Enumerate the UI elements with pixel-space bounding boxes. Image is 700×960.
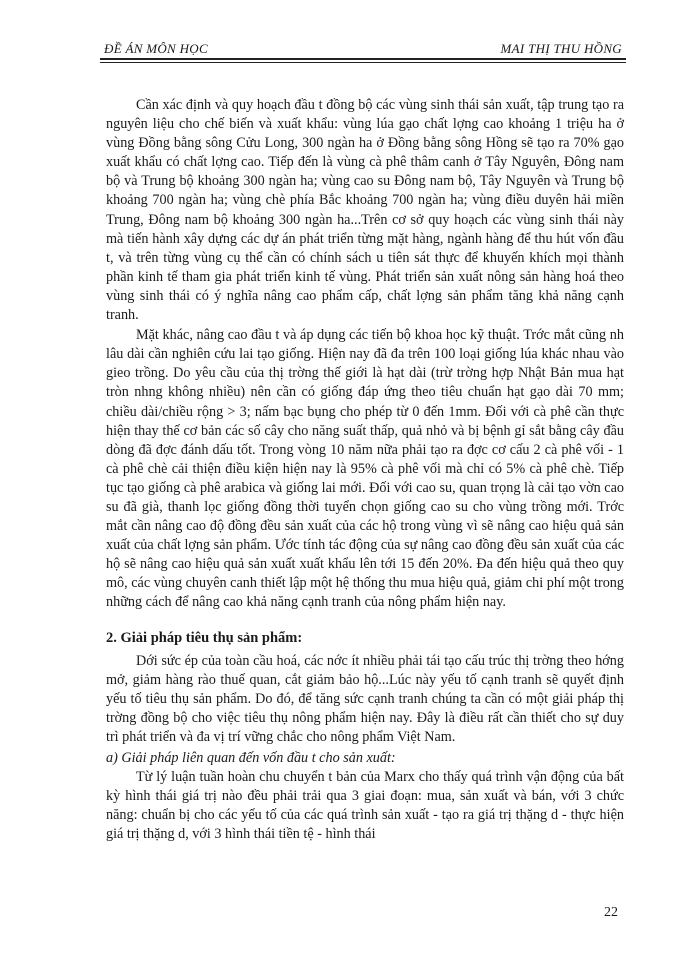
header-rule-thick <box>100 58 626 60</box>
page-header <box>98 41 628 57</box>
paragraph-capital-circulation: Từ lý luận tuần hoàn chu chuyển t bản của Marx cho thấy quá trình vận động của bất kỳ hình thái giá trị nào đều phải trải qua 3 giai đoạn: mua, sản xuất và bán, với 3 chức năng: chuẩn bị cho các yếu tố của các quá trình sản xuất - tạo ra giá trị thặng d - thực hiện giá trị thặng d, với 3 hình thái tiền tệ - hình thái <box>106 769 624 843</box>
paragraph-market-solutions: Dới sức ép của toàn cầu hoá, các nớc ít nhiều phải tái tạo cấu trúc thị trờng theo hớng mở, giảm hàng rào thuế quan, cắt giảm bảo hộ...Lúc này yếu tố cạnh tranh sẽ quyết định yếu tố tiêu thụ sản phẩm. Do đó, để tăng sức cạnh tranh chúng ta cần có một giải pháp thị trờng đồng bộ cho việc tiêu thụ nông phẩm hiện nay. Đây là điều rất cần thiết cho sự duy trì phát triển và đa vị trí vững chắc cho nông phẩm Việt Nam. <box>106 652 624 745</box>
subsection-heading-capital: a) Giải pháp liên quan đến vốn đầu t cho sản xuất: <box>106 750 396 767</box>
header-course-title: ĐỀ ÁN MÔN HỌC <box>104 41 208 56</box>
header-rule-thin <box>100 62 626 63</box>
paragraph-ecological-zones: Cần xác định và quy hoạch đầu t đồng bộ các vùng sinh thái sản xuất, tập trung tạo ra nguyên liệu cho chế biến và xuất khẩu: vùng lúa gạo chất lợng cao khoảng 1 triệu ha ở vùng Đồng bằng sông Cửu Long, 300 ngàn ha ở Đồng bằng sông Hồng sẽ tạo ra 70% gạo xuất khẩu có chất lợng cao. Tiếp đến là vùng cà phê thâm canh ở Tây Nguyên, Đông nam bộ và Trung bộ khoảng 300 ngàn ha; vùng cao su Đông nam bộ, Tây Nguyên và Trung bộ khoảng 700 ngàn ha; vùng chè phía Bắc khoảng 700 ngàn ha; vùng điều duyên hải miền Trung, Đông nam bộ khoảng 300 ngàn ha...Trên cơ sở quy hoạch các vùng sinh thái này mà tiến hành xây dựng các dự án phát triển từng mặt hàng, ngành hàng để thu hút vốn đầu t, và trên từng vùng cụ thể cần có chính sách u tiên sát thực để khuyến khích mọi thành phần kinh tế tham gia phát triển kinh tế vùng. Phát triển sản xuất nông sản hàng hoá theo vùng sinh thái có ý nghĩa nâng cao phẩm cấp, chất lợng sản phẩm tăng khả năng cạnh tranh. <box>106 97 624 324</box>
section-heading-consumption: 2. Giải pháp tiêu thụ sản phẩm: <box>106 629 303 646</box>
page-number: 22 <box>604 905 618 920</box>
document-body <box>106 96 624 845</box>
header-author-name: MAI THỊ THU HỒNG <box>500 41 622 56</box>
paragraph-seed-breeding: Mặt khác, nâng cao đầu t và áp dụng các tiến bộ khoa học kỹ thuật. Trớc mắt cũng nh lâu dài cần nghiên cứu lai tạo giống. Hiện nay đã đa trên 100 loại giống lúa khác nhau vào gieo trồng. Do yêu cầu của thị trờng thế giới là hạt dài (trừ trờng hợp Nhật Bản mua hạt tròn nhng không nhiều) nên cần có giống đáp ứng theo tiêu chuẩn hạt gạo dài 70 mm; chiều dài/chiều rộng > 3; nấm bạc bụng cho phép từ 0 đến 1mm. Đối với cà phê cần thực hiện thay thế cơ bản các số cây cho năng suất thấp, quả nhỏ và bị bệnh gỉ sắt bằng cây đầu dòng đã đợc đánh dấu tốt. Trong vòng 10 năm nữa phải tạo ra đợc cơ cấu 2 cà phê vối - 1 cà phê chè cải thiện điều kiện hiện nay là 95% cà phê vối mà chỉ có 5% cà phê chè. Tiếp tục tạo giống cà phê arabica và giống lai mới. Đối với cao su, quan trọng là cải tạo vờn cao su đã già, thanh lọc giống đồng thời tuyển chọn giống cao su cho vùng trồng mới. Trớc mắt cần nâng cao độ đồng đều sản xuất của các hộ trong vùng vì sẽ nâng cao hiệu quả sản xuất của chất lợng sản phẩm. Ước tính tác động của sự nâng cao đồng đều sản xuất của các hộ sẽ nâng cao hiệu quả sản xuất xuất khẩu lên tới 15 đến 20%. Đa đến hiệu quả theo quy mô, các vùng chuyên canh thiết lập một hệ thống thu mua hiệu quả, giảm chi phí một trong những cách để nâng cao khả năng cạnh tranh của nông phẩm hiện nay. <box>106 327 624 611</box>
